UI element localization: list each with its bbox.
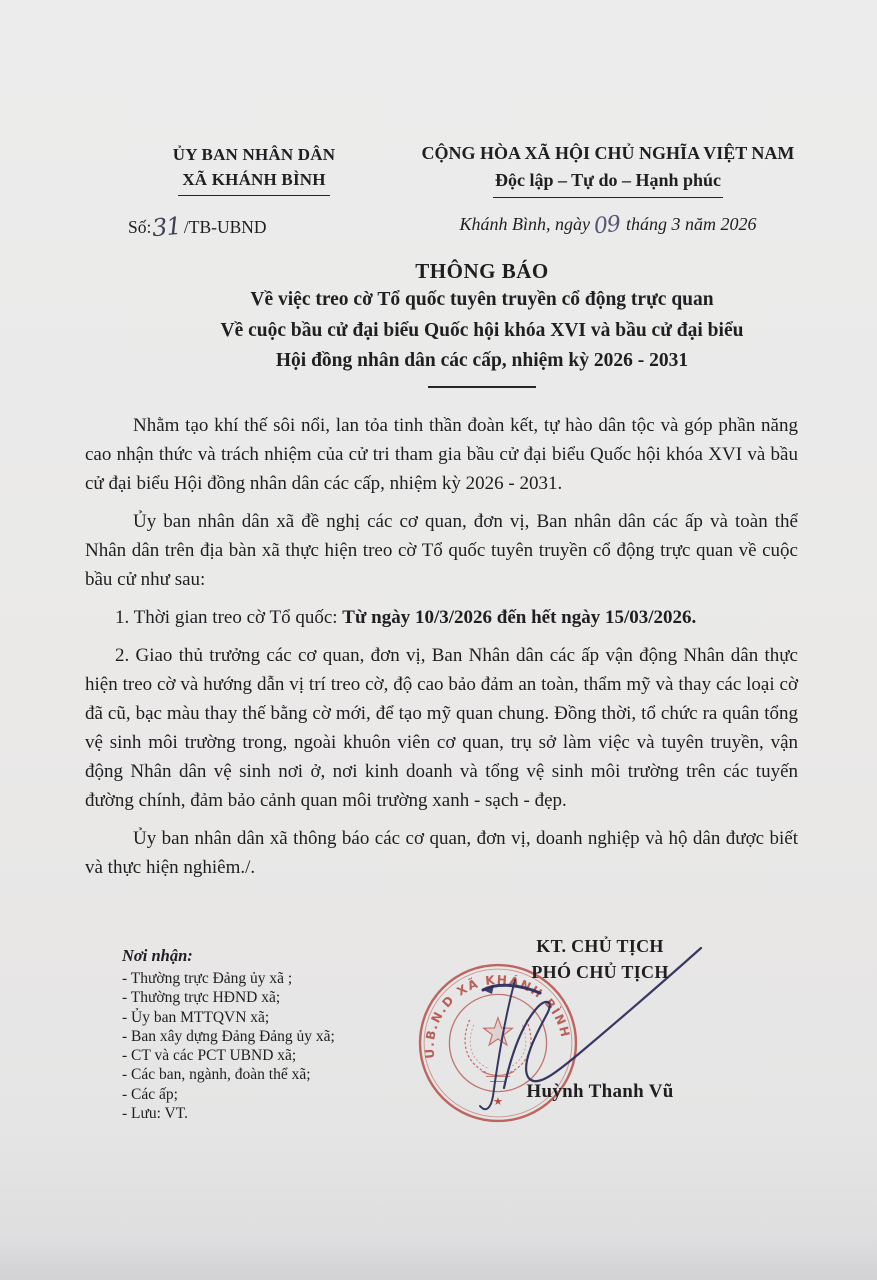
issuing-authority-block <box>118 142 390 196</box>
stamp-bottom-star: ★ <box>493 1094 503 1108</box>
list-item-1 <box>85 594 798 632</box>
title-divider <box>428 386 536 388</box>
closing-paragraph: Ủy ban nhân dân xã thông báo các cơ quan, đơn vị, doanh nghiệp và hộ dân được biết và thực hiện nghiêm./. <box>85 828 798 878</box>
recipients-block <box>122 946 432 1123</box>
recipient-item: - Các ban, ngành, đoàn thể xã; <box>122 1066 311 1084</box>
document-body <box>85 402 798 882</box>
list-item-2: 2. Giao thủ trưởng các cơ quan, đơn vị, Ban Nhân dân các ấp vận động Nhân dân thực hiện treo cờ và hướng dẫn vị trí treo cờ, độ cao bảo đảm an toàn, thẩm mỹ và thay các loại cờ đã cũ, bạc màu thay thế bằng cờ mới, để tạo mỹ quan chung. Đồng thời, tổ chức ra quân tổng vệ sinh môi trường trong, ngoài khuôn viên cơ quan, trụ sở làm việc và tuyên truyền, vận động Nhân dân vệ sinh nơi ở, nơi kinh doanh và tổng vệ sinh môi trường trên các tuyến đường chính, đảm bảo cảnh quan môi trường xanh - sạch - đẹp. <box>85 645 798 811</box>
document-title-block <box>120 257 844 388</box>
authority-line2: XÃ KHÁNH BÌNH <box>178 167 329 196</box>
signer-title-2: PHÓ CHỦ TỊCH <box>531 962 669 982</box>
national-header-block <box>402 140 814 198</box>
recipient-item: - Thường trực Đảng ủy xã ; <box>122 970 293 987</box>
paragraph-1: Nhằm tạo khí thế sôi nổi, lan tỏa tinh thần đoàn kết, tự hào dân tộc và góp phần năng cao nhận thức và trách nhiệm của cử tri tham gia bầu cử đại biểu Quốc hội khóa XVI và bầu cử đại biểu Hội đồng nhân dân các cấp, nhiệm kỳ 2026 - 2031. <box>85 415 798 494</box>
date-suffix: tháng 3 năm 2026 <box>626 214 757 234</box>
recipient-item: - Ủy ban MTTQVN xã; <box>122 1008 270 1026</box>
handwritten-day: 09 <box>592 211 622 240</box>
recipient-item: - Ban xây dựng Đảng Đảng ủy xã; <box>122 1027 335 1045</box>
recipient-item: - Thường trực HĐND xã; <box>122 989 281 1007</box>
signer-name: Huỳnh Thanh Vũ <box>526 1081 674 1102</box>
handwritten-doc-number: 31 <box>151 211 183 243</box>
signature-block <box>445 933 755 1103</box>
item1-text: 1. Thời gian treo cờ Tổ quốc: <box>115 607 343 628</box>
authority-line1: ỦY BAN NHÂN DÂN <box>172 145 336 164</box>
document-number <box>128 211 267 243</box>
paragraph-2: Ủy ban nhân dân xã đề nghị các cơ quan, đơn vị, Ban nhân dân các ấp và toàn thể Nhân dân trên địa bàn xã thực hiện treo cờ Tổ quốc tuyên truyền cổ động trực quan về cuộc bầu cử như sau: <box>85 511 798 590</box>
recipient-item: - Lưu: VT. <box>122 1105 188 1123</box>
doc-number-prefix: Số: <box>128 217 152 237</box>
title-subject-line2: Về cuộc bầu cử đại biểu Quốc hội khóa XVI và bầu cử đại biểu <box>220 319 744 341</box>
date-prefix: Khánh Bình, ngày <box>459 214 590 234</box>
signer-title-1: KT. CHỦ TỊCH <box>536 936 664 956</box>
title-subject-line1: Về việc treo cờ Tổ quốc tuyên truyền cổ động trực quan <box>250 289 714 310</box>
recipient-item: - CT và các PCT UBND xã; <box>122 1047 297 1065</box>
item1-bold-dates: Từ ngày 10/3/2026 đến hết ngày 15/03/2026. <box>342 607 697 628</box>
recipients-list <box>122 969 432 1123</box>
recipients-label: Nơi nhận: <box>122 946 193 965</box>
recipient-item: - Các ấp; <box>122 1085 178 1103</box>
stamp-rim-text: U.B.N.D XÃ KHÁNH BÌNH <box>422 972 573 1060</box>
national-motto: Độc lập – Tự do – Hạnh phúc <box>493 167 723 198</box>
national-title: CỘNG HÒA XÃ HỘI CHỦ NGHĨA VIỆT NAM <box>421 143 795 163</box>
title-heading: THÔNG BÁO <box>415 259 549 283</box>
title-subject-line3: Hội đồng nhân dân các cấp, nhiệm kỳ 2026 - 2031 <box>275 350 689 371</box>
place-date-line <box>402 211 814 240</box>
doc-number-suffix: /TB-UBND <box>183 217 267 237</box>
